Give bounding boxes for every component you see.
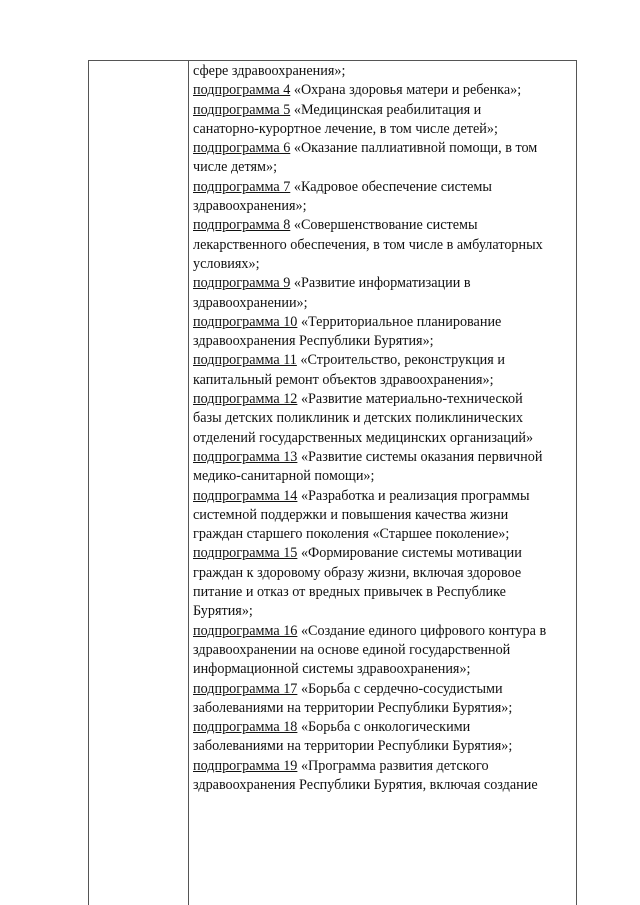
line-text: лекарственного обеспечения, в том числе в амбулаторных	[193, 236, 543, 253]
subprogram-link[interactable]: подпрограмма 10	[193, 313, 298, 330]
line-text: информационной системы здравоохранения»;	[193, 661, 471, 678]
text-line	[193, 544, 575, 563]
text-line	[193, 371, 575, 390]
text-line	[193, 62, 575, 81]
text-line	[193, 467, 575, 486]
column-divider	[188, 60, 189, 905]
line-text: системной поддержки и повышения качества жизни	[193, 506, 509, 523]
text-line	[193, 660, 575, 679]
text-line	[193, 332, 575, 351]
line-text: «Развитие системы оказания первичной	[297, 448, 543, 465]
text-line	[193, 680, 575, 699]
line-text: «Создание единого цифрового контура в	[297, 622, 547, 639]
line-text: медико-санитарной помощи»;	[193, 468, 375, 485]
text-line	[193, 197, 575, 216]
text-line	[193, 236, 575, 255]
text-line	[193, 506, 575, 525]
line-text: сфере здравоохранения»;	[193, 63, 346, 79]
line-text: питание и отказ от вредных привычек в Республике	[193, 584, 506, 601]
text-line	[193, 757, 575, 776]
subprogram-link[interactable]: подпрограмма 17	[193, 680, 298, 697]
subprogram-link[interactable]: подпрограмма 7	[193, 178, 291, 195]
text-line	[193, 409, 575, 428]
text-line	[193, 178, 575, 197]
subprogram-list-cell	[193, 62, 575, 795]
line-text: здравоохранения Республики Бурятия, включая создание	[193, 776, 538, 793]
line-text: «Кадровое обеспечение системы	[290, 178, 492, 195]
line-text: числе детям»;	[193, 159, 278, 176]
line-text: «Строительство, реконструкция и	[296, 352, 505, 369]
line-text: отделений государственных медицинских организаций»	[193, 429, 534, 446]
text-line	[193, 120, 575, 139]
line-text: «Борьба с онкологическими	[297, 719, 471, 736]
line-text: «Формирование системы мотивации	[297, 545, 522, 562]
subprogram-link[interactable]: подпрограмма 15	[193, 545, 298, 562]
text-line	[193, 158, 575, 177]
line-text: «Территориальное планирование	[297, 313, 502, 330]
line-text: «Борьба с сердечно-сосудистыми	[297, 680, 503, 697]
subprogram-link[interactable]: подпрограмма 8	[193, 217, 291, 234]
line-text: здравоохранения»;	[193, 198, 307, 215]
text-line	[193, 294, 575, 313]
text-line	[193, 583, 575, 602]
line-text: базы детских поликлиник и детских поликлинических	[193, 410, 523, 427]
subprogram-link[interactable]: подпрограмма 5	[193, 101, 291, 118]
subprogram-link[interactable]: подпрограмма 18	[193, 719, 298, 736]
line-text: «Программа развития детского	[297, 757, 489, 774]
text-line	[193, 737, 575, 756]
line-text: «Охрана здоровья матери и ребенка»;	[290, 82, 522, 99]
text-line	[193, 641, 575, 660]
subprogram-link[interactable]: подпрограмма 16	[193, 622, 298, 639]
subprogram-link[interactable]: подпрограмма 13	[193, 448, 298, 465]
text-line	[193, 776, 575, 795]
subprogram-link[interactable]: подпрограмма 6	[193, 140, 291, 157]
line-text: «Оказание паллиативной помощи, в том	[290, 140, 538, 157]
text-line	[193, 101, 575, 120]
line-text: «Медицинская реабилитация и	[290, 101, 482, 118]
text-line	[193, 699, 575, 718]
text-line	[193, 390, 575, 409]
subprogram-link[interactable]: подпрограмма 9	[193, 275, 291, 292]
line-text: «Развитие информатизации в	[290, 275, 471, 292]
text-line	[193, 622, 575, 641]
text-line	[193, 564, 575, 583]
subprogram-link[interactable]: подпрограмма 11	[193, 352, 297, 369]
text-line	[193, 313, 575, 332]
line-text: граждан старшего поколения «Старшее поколение»;	[193, 526, 510, 543]
line-text: условиях»;	[193, 255, 260, 272]
subprogram-link[interactable]: подпрограмма 4	[193, 82, 291, 99]
line-text: «Развитие материально-технической	[297, 391, 523, 408]
line-text: Бурятия»;	[193, 603, 253, 620]
line-text: здравоохранении на основе единой государственной	[193, 641, 511, 658]
text-line	[193, 429, 575, 448]
line-text: граждан к здоровому образу жизни, включая здоровое	[193, 564, 522, 581]
text-line	[193, 351, 575, 370]
subprogram-link[interactable]: подпрограмма 14	[193, 487, 298, 504]
text-line	[193, 525, 575, 544]
subprogram-link[interactable]: подпрограмма 12	[193, 391, 298, 408]
line-text: «Разработка и реализация программы	[297, 487, 530, 504]
text-line	[193, 718, 575, 737]
text-line	[193, 139, 575, 158]
text-line	[193, 216, 575, 235]
text-line	[193, 255, 575, 274]
text-line	[193, 274, 575, 293]
line-text: заболеваниями на территории Республики Бурятия»;	[193, 738, 513, 755]
text-line	[193, 81, 575, 100]
line-text: здравоохранении»;	[193, 294, 308, 311]
line-text: «Совершенствование системы	[290, 217, 478, 234]
text-line	[193, 487, 575, 506]
line-text: капитальный ремонт объектов здравоохранения»;	[193, 371, 494, 388]
subprogram-link[interactable]: подпрограмма 19	[193, 757, 298, 774]
text-line	[193, 602, 575, 621]
line-text: здравоохранения Республики Бурятия»;	[193, 333, 434, 350]
line-text: санаторно-курортное лечение, в том числе детей»;	[193, 120, 498, 137]
line-text: заболеваниями на территории Республики Бурятия»;	[193, 699, 513, 716]
text-line	[193, 448, 575, 467]
